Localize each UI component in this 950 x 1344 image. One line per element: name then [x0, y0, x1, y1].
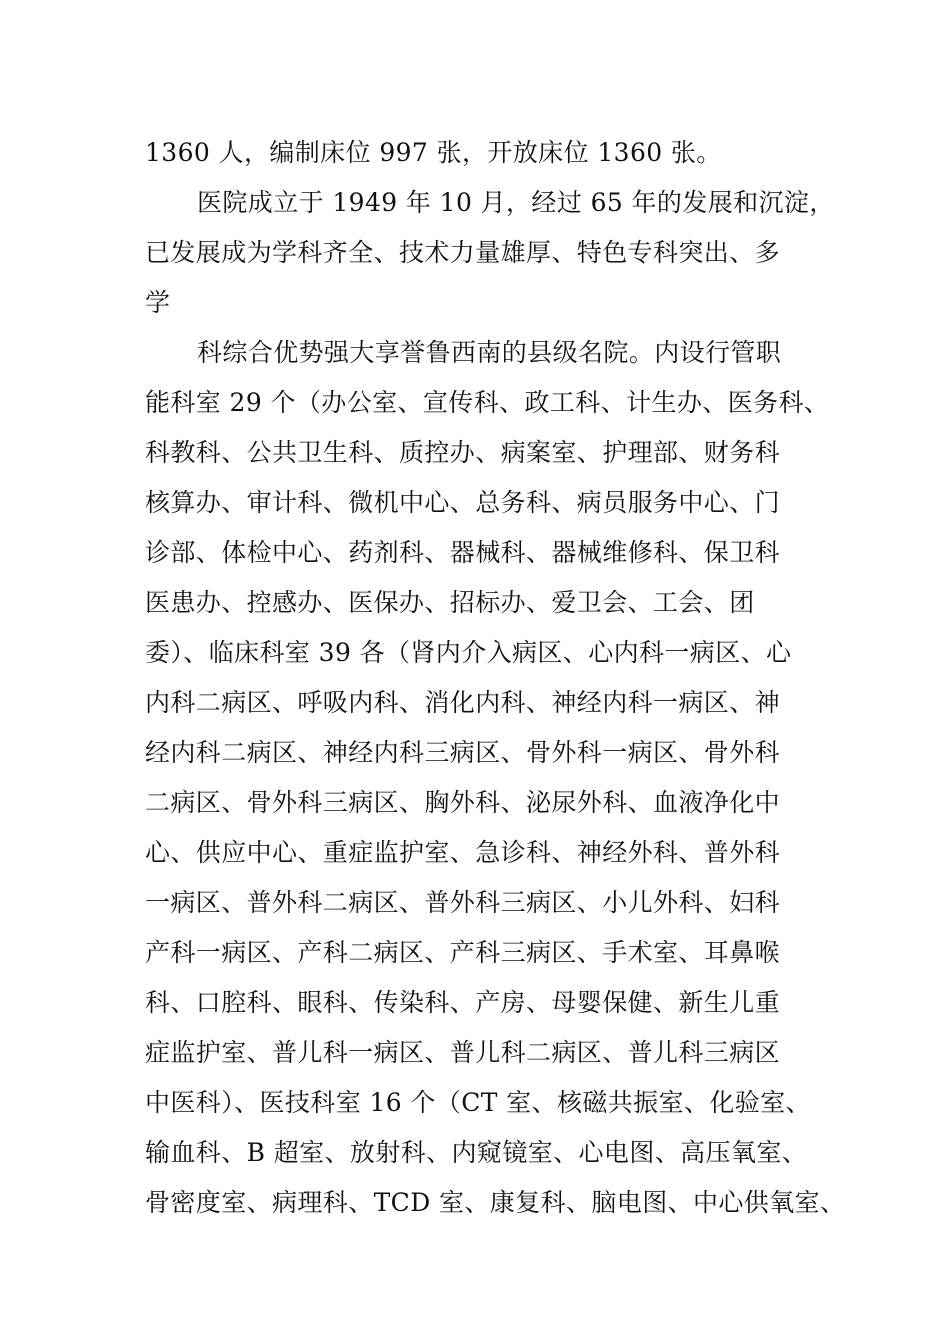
body-text	[145, 128, 846, 1228]
text-line: 医患办、控感办、医保办、招标办、爱卫会、工会、团	[145, 588, 755, 617]
text-line: 内科二病区、呼吸内科、消化内科、神经内科一病区、神	[145, 688, 781, 717]
text-line: 骨密度室、病理科、TCD 室、康复科、脑电图、中心供氧室、	[145, 1188, 846, 1217]
text-line: 中医科）、医技科室 16 个（CT 室、核磁共振室、化验室、	[145, 1088, 811, 1117]
text-line: 核算办、审计科、微机中心、总务科、病员服务中心、门	[145, 488, 781, 517]
text-line: 委）、临床科室 39 各（肾内介入病区、心内科一病区、心	[145, 638, 792, 667]
text-line: 产科一病区、产科二病区、产科三病区、手术室、耳鼻喉	[145, 938, 781, 967]
text-line: 二病区、骨外科三病区、胸外科、泌尿外科、血液净化中	[145, 788, 781, 817]
text-line: 1360 人，编制床位 997 张，开放床位 1360 张。	[145, 138, 722, 167]
paragraph-start-line: 科综合优势强大享誉鲁西南的县级名院。内设行管职	[197, 338, 782, 367]
text-line: 心、供应中心、重症监护室、急诊科、神经外科、普外科	[145, 838, 781, 867]
text-line: 症监护室、普儿科一病区、普儿科二病区、普儿科三病区	[145, 1038, 781, 1067]
text-line: 经内科二病区、神经内科三病区、骨外科一病区、骨外科	[145, 738, 781, 767]
paragraph-start-line: 医院成立于 1949 年 10 月，经过 65 年的发展和沉淀，	[197, 188, 835, 217]
text-line: 一病区、普外科二病区、普外科三病区、小儿外科、妇科	[145, 888, 781, 917]
text-line: 输血科、B 超室、放射科、内窥镜室、心电图、高压氧室、	[145, 1138, 808, 1167]
text-line: 科、口腔科、眼科、传染科、产房、母婴保健、新生儿重	[145, 988, 781, 1017]
text-line: 诊部、体检中心、药剂科、器械科、器械维修科、保卫科	[145, 538, 781, 567]
text-line: 科教科、公共卫生科、质控办、病案室、护理部、财务科	[145, 438, 781, 467]
text-line: 学	[145, 288, 171, 317]
text-line: 能科室 29 个（办公室、宣传科、政工科、计生办、医务科、	[145, 388, 830, 417]
text-line: 已发展成为学科齐全、技术力量雄厚、特色专科突出、多	[145, 238, 781, 267]
